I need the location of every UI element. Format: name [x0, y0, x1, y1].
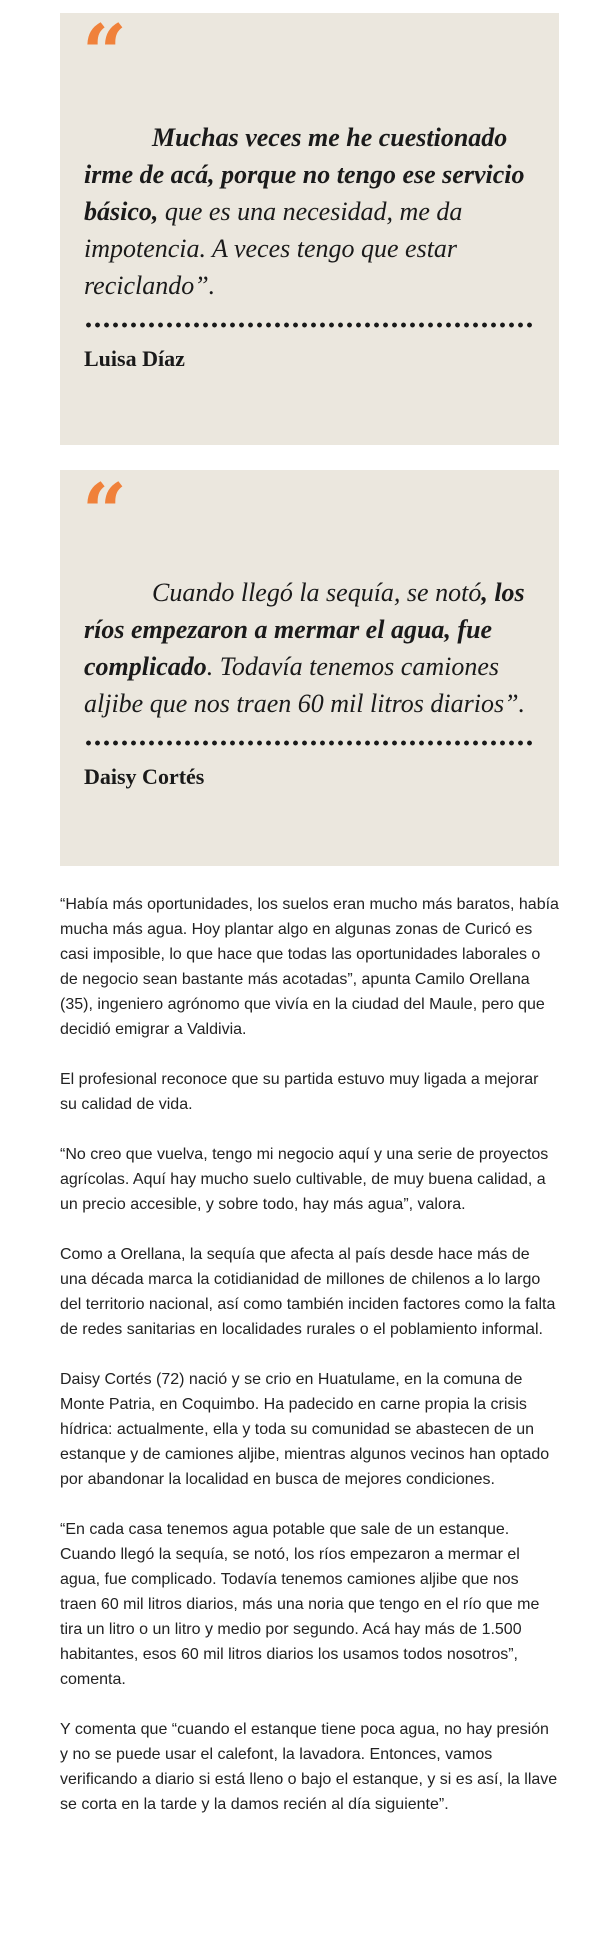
quote-text — [84, 119, 535, 304]
paragraph: Como a Orellana, la sequía que afecta al país desde hace más de una década marca la cotidianidad de millones de chilenos a lo largo del territorio nacional, así como también inciden factores como la falta de redes sanitarias en localidades rurales o el poblamiento informal. — [60, 1246, 556, 1338]
quote-bold-part: Muchas veces me he cuestionado irme de acá, porque no tengo ese servicio básico, — [84, 123, 525, 226]
paragraph: Daisy Cortés (72) nació y se crio en Huatulame, en la comuna de Monte Patria, en Coquimbo. Ha padecido en carne propia la crisis hídrica: actualmente, ella y toda su comunidad se abastecen de un estanque y de camiones aljibe, mientras algunos vecinos han optado por abandonar la localidad en busca de mejores condiciones. — [60, 1371, 550, 1488]
quote-italic-lead: Cuando llegó la sequía, se notó — [152, 578, 482, 607]
dotted-divider — [84, 322, 532, 328]
paragraph: “Había más oportunidades, los suelos eran mucho más baratos, había mucha más agua. Hoy plantar algo en algunas zonas de Curicó es casi imposible, lo que hace que todas las oportunidades laborales o de negocio sean bastante más acotadas”, apunta Camilo Orellana (35), ingeniero agrónomo que vivía en la ciudad del Maule, pero que decidió emigrar a Valdivia. — [60, 896, 559, 1038]
paragraph: “En cada casa tenemos agua potable que sale de un estanque. Cuando llegó la sequía, se notó, los ríos empezaron a mermar el agua, fue complicado. Todavía tenemos camiones aljibe que nos traen 60 mil litros diarios, más una noria que tengo en el río que me tira un litro o un litro y medio por segundo. Acá hay más de 1.500 habitantes, esos 60 mil litros diarios los usamos todos nosotros”, comenta. — [60, 1521, 540, 1688]
pull-quote-daisy — [60, 467, 559, 866]
quote-italic-part: que es una necesidad, me da impotencia. A veces tengo que estar reciclando”. — [84, 197, 463, 300]
quote-author: Luisa Díaz — [84, 346, 185, 371]
quote-mark-icon: “ — [82, 8, 125, 99]
quote-bold-part: , los ríos empezaron a mermar el agua, fue complicado — [84, 578, 525, 681]
dotted-divider — [84, 740, 532, 746]
article-column — [60, 8, 559, 1842]
quote-mark-icon: “ — [82, 467, 125, 558]
paragraph: El profesional reconoce que su partida estuvo muy ligada a mejorar su calidad de vida. — [60, 1071, 539, 1113]
paragraph: Y comenta que “cuando el estanque tiene poca agua, no hay presión y no se puede usar el calefont, la lavadora. Entonces, vamos verificando a diario si está lleno o bajo el estanque, y si es así, la llave se corta en la tarde y la damos recién al día siguiente”. — [60, 1721, 558, 1813]
quote-author: Daisy Cortés — [84, 764, 205, 789]
quote-text — [84, 574, 535, 722]
pull-quote-luisa — [60, 8, 559, 445]
paragraph: “No creo que vuelva, tengo mi negocio aquí y una serie de proyectos agrícolas. Aquí hay mucho suelo cultivable, de muy buena calidad, a un precio accesible, y sobre todo, hay más agua”, valora. — [60, 1146, 549, 1213]
article-body — [60, 892, 559, 1817]
quote-italic-part: . Todavía tenemos camiones aljibe que nos traen 60 mil litros diarios”. — [84, 652, 526, 718]
